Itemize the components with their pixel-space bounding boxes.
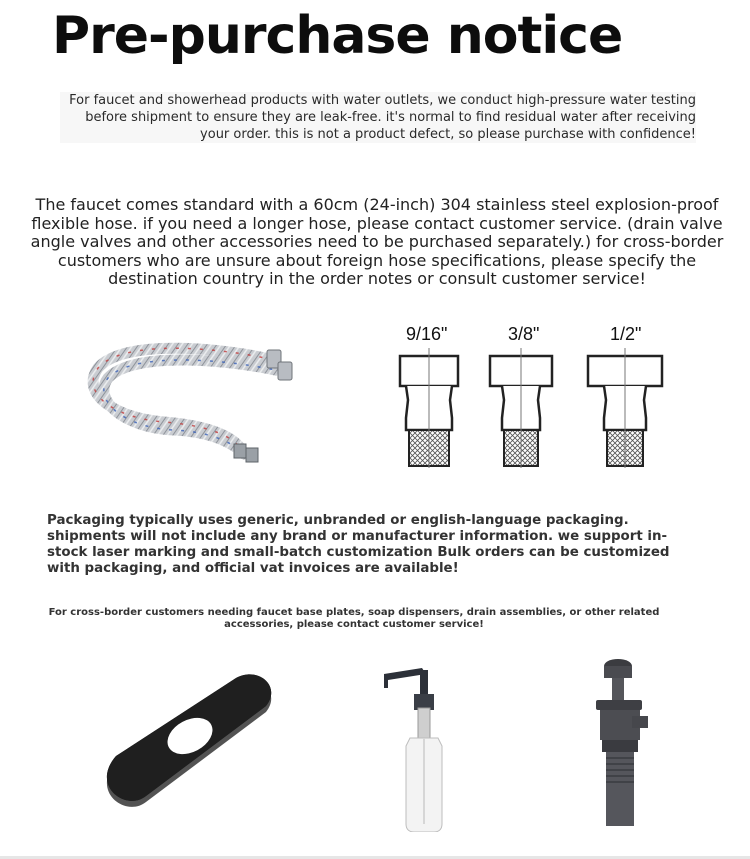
fitting-diagram-1 bbox=[400, 348, 458, 468]
soap-dispenser-image bbox=[378, 664, 468, 832]
hose-size-label-1: 9/16" bbox=[406, 324, 448, 344]
fitting-diagram-2 bbox=[490, 348, 552, 468]
hose-size-label-2: 3/8" bbox=[508, 324, 540, 344]
drain-assembly-image bbox=[588, 656, 652, 830]
hose-size-label-3: 1/2" bbox=[610, 324, 642, 344]
faucet-base-plate-image bbox=[86, 666, 282, 816]
braided-hoses-image bbox=[84, 338, 302, 468]
fitting-diagram-3 bbox=[588, 348, 662, 468]
packaging-notice: Packaging typically uses generic, unbranded or english-language packaging. shipments will not include any brand or manufacturer information. we support in-stock laser marking and small-batch customization Bulk orders can be customized with packaging, and official vat invoices are available! bbox=[47, 513, 670, 576]
hose-notice: The faucet comes standard with a 60cm (24-inch) 304 stainless steel explosion-proof flexible hose. if you need a longer hose, please contact customer service. (drain valve angle valves and other accessories need to be purchased separately.) for cross-border customers who are unsure about foreign hose specifications, please specify the destination country in the order notes or consult customer service! bbox=[30, 195, 724, 288]
hose-size-diagram bbox=[390, 318, 676, 474]
accessories-notice: For cross-border customers needing faucet base plates, soap dispensers, drain assemblies, or other related accessories, please contact customer service! bbox=[48, 607, 660, 630]
page-title: Pre-purchase notice bbox=[52, 6, 623, 66]
water-testing-notice: For faucet and showerhead products with water outlets, we conduct high-pressure water testing before shipment to ensure they are leak-free. it's normal to find residual water after receiving your order. this is not a product defect, so please purchase with confidence! bbox=[60, 92, 696, 143]
